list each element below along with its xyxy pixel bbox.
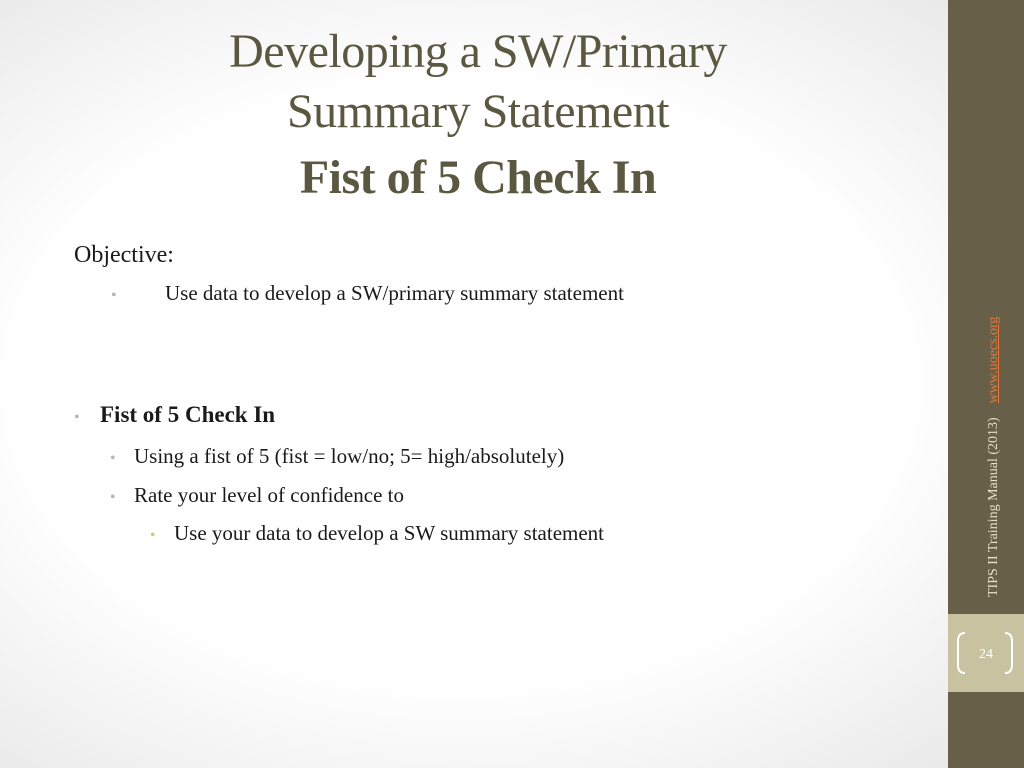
bullet-icon: • bbox=[110, 489, 116, 506]
section-subitem bbox=[150, 521, 604, 546]
title-line-3: Fist of 5 Check In bbox=[299, 151, 657, 204]
title-line-2: Summary Statement bbox=[286, 85, 670, 138]
bullet-icon: • bbox=[111, 287, 117, 304]
section-item-text: Rate your level of confidence to bbox=[134, 483, 404, 507]
section-heading bbox=[74, 402, 275, 428]
slide-title bbox=[40, 22, 916, 214]
objective-item bbox=[111, 281, 624, 306]
source-link[interactable]: www.uoecs.org bbox=[986, 316, 1001, 404]
source-citation: TIPS II Training Manual (2013) bbox=[986, 417, 1001, 597]
section-subitem-text: Use your data to develop a SW summary statement bbox=[174, 521, 605, 545]
objective-item-text: Use data to develop a SW/primary summary statement bbox=[165, 281, 624, 305]
page-number-band bbox=[948, 614, 1024, 692]
page-number: 24 bbox=[979, 647, 993, 662]
section-item bbox=[110, 483, 404, 508]
section-item-text: Using a fist of 5 (fist = low/no; 5= high/absolutely) bbox=[134, 444, 565, 468]
section-item bbox=[110, 444, 564, 469]
bullet-icon: • bbox=[110, 450, 116, 467]
sidebar-footer-text bbox=[986, 317, 1002, 597]
title-line-1: Developing a SW/Primary bbox=[229, 25, 727, 78]
objective-label: Objective: bbox=[74, 242, 174, 268]
bullet-icon: • bbox=[74, 409, 80, 426]
section-heading-text: Fist of 5 Check In bbox=[100, 402, 276, 427]
bullet-icon: • bbox=[150, 527, 156, 544]
